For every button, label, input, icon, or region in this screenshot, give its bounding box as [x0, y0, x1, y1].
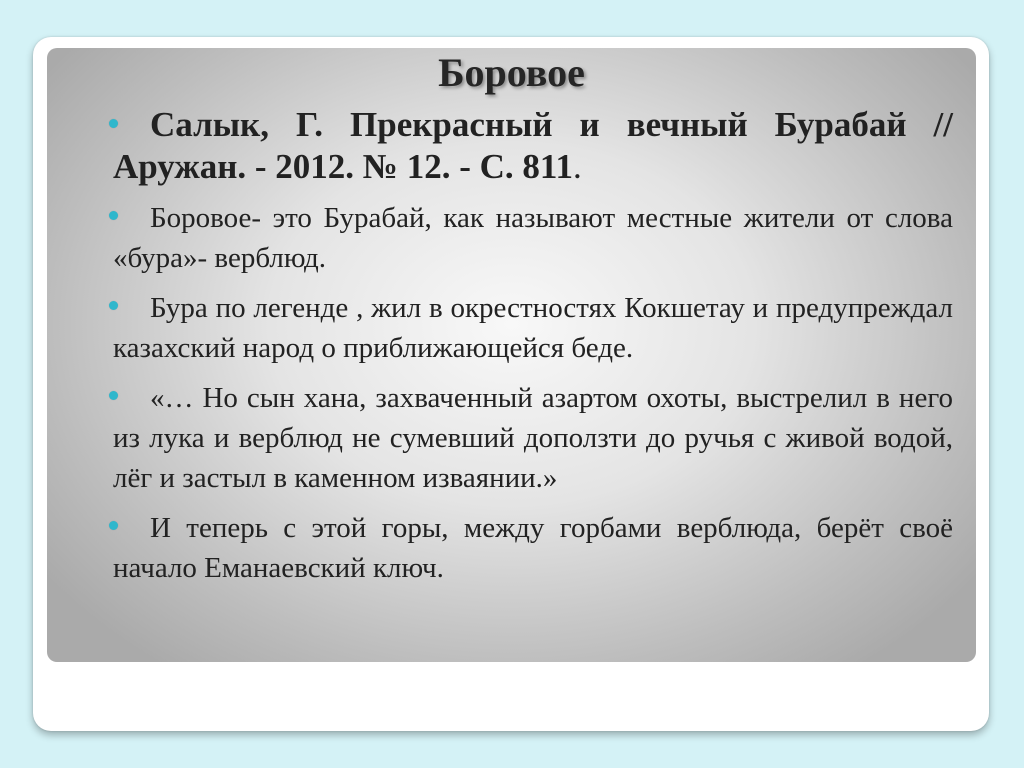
bullet-icon: [109, 301, 118, 310]
bullet-icon: [109, 211, 118, 220]
list-item-text: Боровое- это Бурабай, как называют местные жители от слова «бура»- верблюд.: [113, 202, 953, 274]
list-item: [113, 104, 953, 188]
bullet-list: [113, 104, 953, 598]
list-item-text: И теперь с этой горы, между горбами верблюда, берёт своё начало Еманаевский ключ.: [113, 512, 953, 584]
bullet-icon: [109, 391, 118, 400]
list-item: [113, 288, 953, 368]
slide-title: Боровое: [438, 50, 585, 95]
citation-text: [113, 104, 953, 188]
list-item-text: «… Но сын хана, захваченный азартом охоты, выстрелил в него из лука и верблюд не сумевший доползти до ручья с живой водой, лёг и застыл в каменном изваянии.»: [113, 382, 953, 494]
list-item-text: Бура по легенде , жил в окрестностях Кокшетау и предупреждал казахский народ о приближающейся беде.: [113, 292, 953, 364]
list-item: [113, 198, 953, 278]
list-item: [113, 508, 953, 588]
citation-bold-text: Салык, Г. Прекрасный и вечный Бурабай // Аружан. - 2012. № 12. - С. 811: [113, 105, 953, 186]
list-item: [113, 378, 953, 498]
bullet-icon: [109, 521, 118, 530]
citation-period: .: [572, 147, 582, 186]
bullet-icon: [109, 119, 118, 128]
